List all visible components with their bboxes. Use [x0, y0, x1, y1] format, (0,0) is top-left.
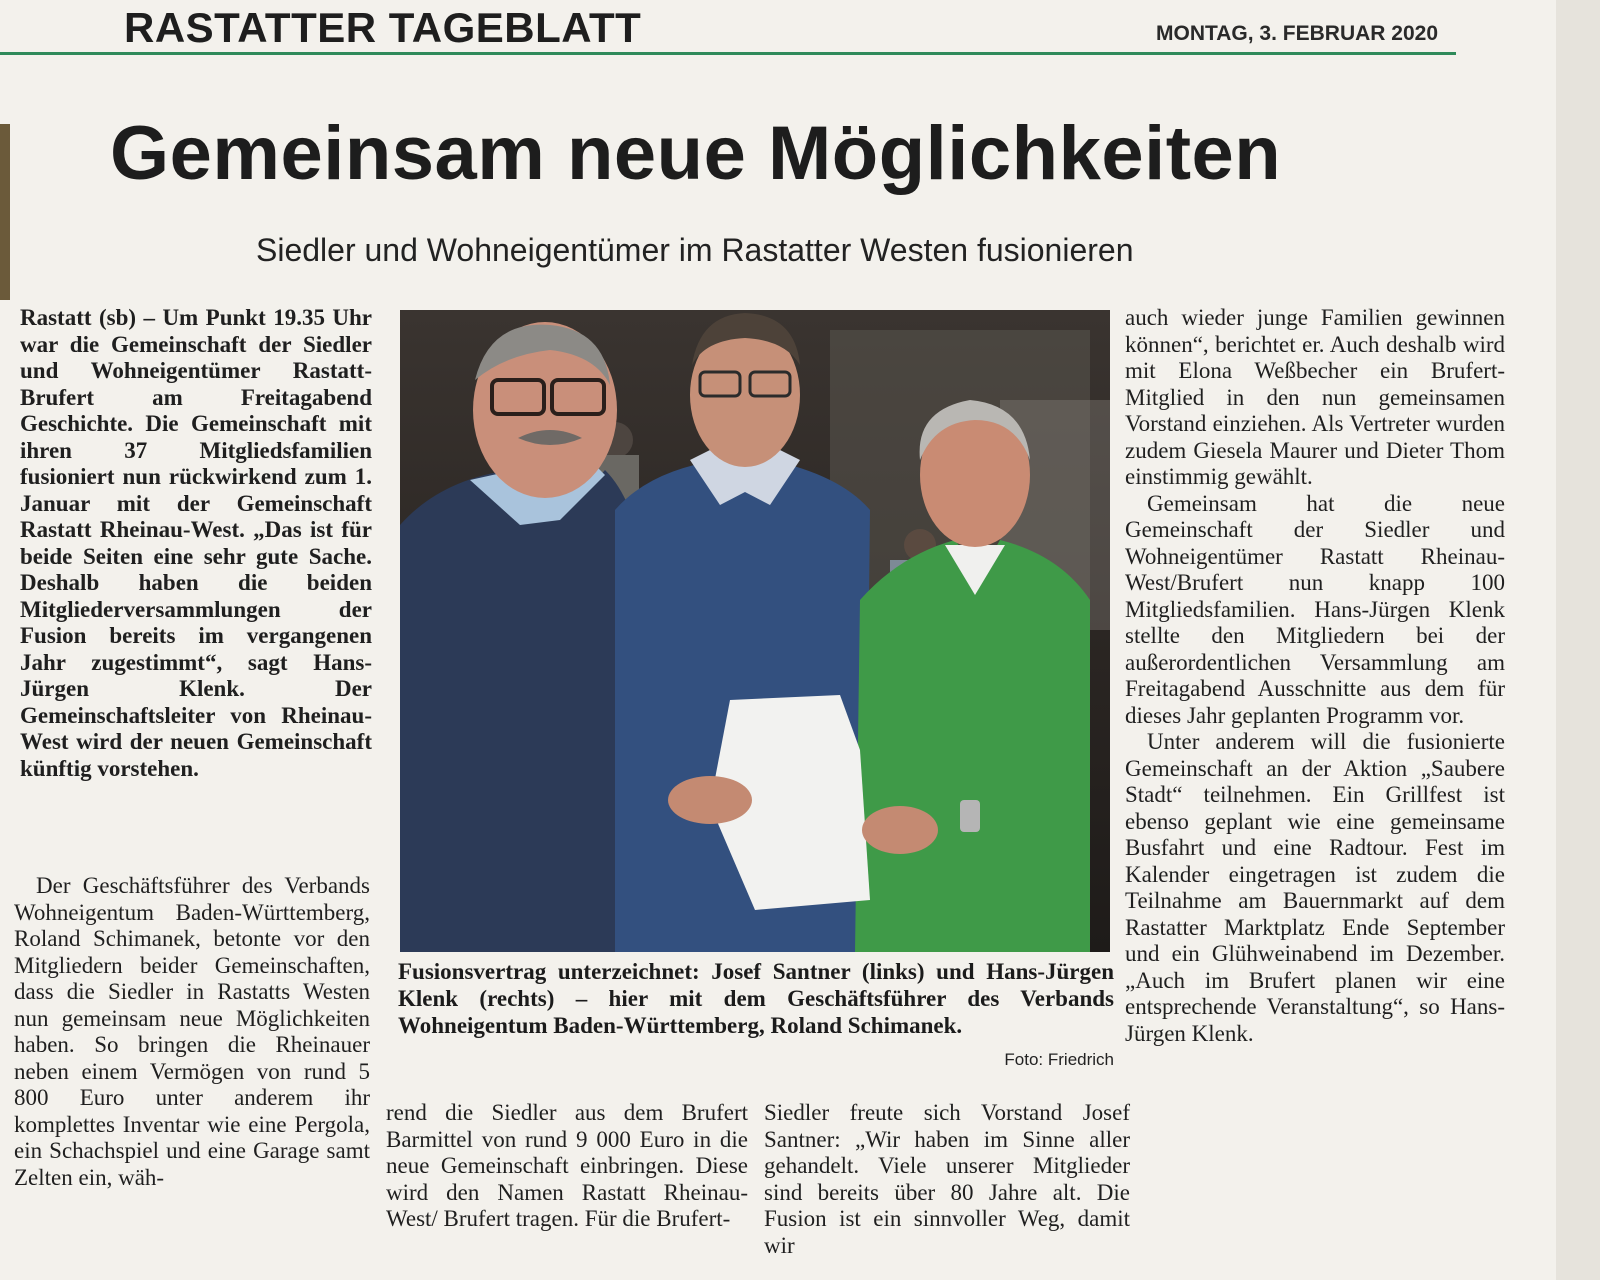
column-4-body: [1125, 305, 1505, 1047]
column-2-body: [386, 1100, 748, 1233]
photo-caption: Fusionsvertrag unterzeichnet: Josef Santner (links) und Hans-Jürgen Klenk (rechts) – hier mit dem Geschäftsführer des Verbands Wohneigentum Baden-Württemberg, Roland Schimanek.: [398, 959, 1114, 1038]
article-headline: Gemeinsam neue Möglichkeiten: [110, 111, 1282, 196]
masthead: [0, 0, 1600, 58]
neighbor-page-edge: [0, 124, 10, 300]
body-paragraph: auch wieder junge Familien gewinnen können“, berichtet er. Auch deshalb wird mit Elona Weßbecher ein Brufert-Mitglied in den nun gemeinsamen Vorstand einziehen. Als Vertreter wurden zudem Giesela Maurer und Dieter Thom einstimmig gewählt.: [1125, 305, 1505, 489]
lead-text: Rastatt (sb) – Um Punkt 19.35 Uhr war die Gemeinschaft der Siedler und Wohneigentümer Rastatt-Brufert am Freitagabend Geschichte. Die Gemeinschaft mit ihren 37 Mitgliedsfamilien fusioniert nun rückwirkend zum 1. Januar mit der Gemeinschaft Rastatt Rheinau-West. „Das ist für beide Seiten eine sehr gute Sache. Deshalb haben die beiden Mitgliederversammlungen der Fusion bereits im vergangenen Jahr zugestimmt“, sagt Hans-Jürgen Klenk. Der Gemeinschaftsleiter von Rheinau-West wird der neuen Gemeinschaft künftig vorstehen.: [20, 305, 372, 781]
body-paragraph: Der Geschäftsführer des Verbands Wohneigentum Baden-Württemberg, Roland Schimanek, betonte vor den Mitgliedern beider Gemeinschaften, dass die Siedler in Rastatts Westen nun gemeinsam neue Möglichkeiten haben. So bringen die Rheinauer neben einem Vermögen von rund 5 800 Euro unter anderem ihr komplettes Inventar wie eine Pergola, ein Schachspiel und eine Garage samt Zelten ein, wäh-: [14, 873, 370, 1190]
photo-illustration: [400, 310, 1110, 952]
page-margin: [1556, 0, 1600, 1280]
body-paragraph: Unter anderem will die fusionierte Gemeinschaft an der Aktion „Saubere Stadt“ teilnehmen. Ein Grillfest ist ebenso geplant wie eine gemeinsame Busfahrt und eine Radtour. Fest im Kalender eingetragen ist zudem die Teilnahme am Bauernmarkt auf dem Rastatter Marktplatz Ende September und ein Glühweinabend im Dezember. „Auch im Brufert planen wir eine entsprechende Veranstaltung“, so Hans-Jürgen Klenk.: [1125, 729, 1505, 1046]
article-subheadline: Siedler und Wohneigentümer im Rastatter Westen fusionieren: [256, 232, 1134, 268]
column-3-body: [764, 1100, 1130, 1259]
column-1-body: [14, 873, 370, 1191]
lead-paragraph: [20, 305, 372, 782]
body-paragraph: rend die Siedler aus dem Brufert Barmittel von rund 9 000 Euro in die neue Gemeinschaft einbringen. Diese wird den Namen Rastatt Rheinau-West/ Brufert tragen. Für die Brufert-: [386, 1100, 748, 1231]
article-photo: [400, 310, 1110, 952]
photo-credit: Foto: Friedrich: [1004, 1050, 1114, 1069]
newspaper-name: RASTATTER TAGEBLATT: [124, 4, 642, 51]
masthead-rule: [0, 52, 1456, 55]
body-paragraph: Gemeinsam hat die neue Gemeinschaft der Siedler und Wohneigentümer Rastatt Rheinau-West/Brufert nun knapp 100 Mitgliedsfamilien. Hans-Jürgen Klenk stellte den Mitgliedern bei der außerordentlichen Versammlung am Freitagabend Ausschnitte aus dem für dieses Jahr geplanten Programm vor.: [1125, 490, 1505, 728]
issue-date: MONTAG, 3. FEBRUAR 2020: [1156, 22, 1438, 45]
body-paragraph: Siedler freute sich Vorstand Josef Santner: „Wir haben im Sinne aller gehandelt. Viele unserer Mitglieder sind bereits über 80 Jahre alt. Die Fusion ist ein sinnvoller Weg, damit wir: [764, 1100, 1130, 1258]
